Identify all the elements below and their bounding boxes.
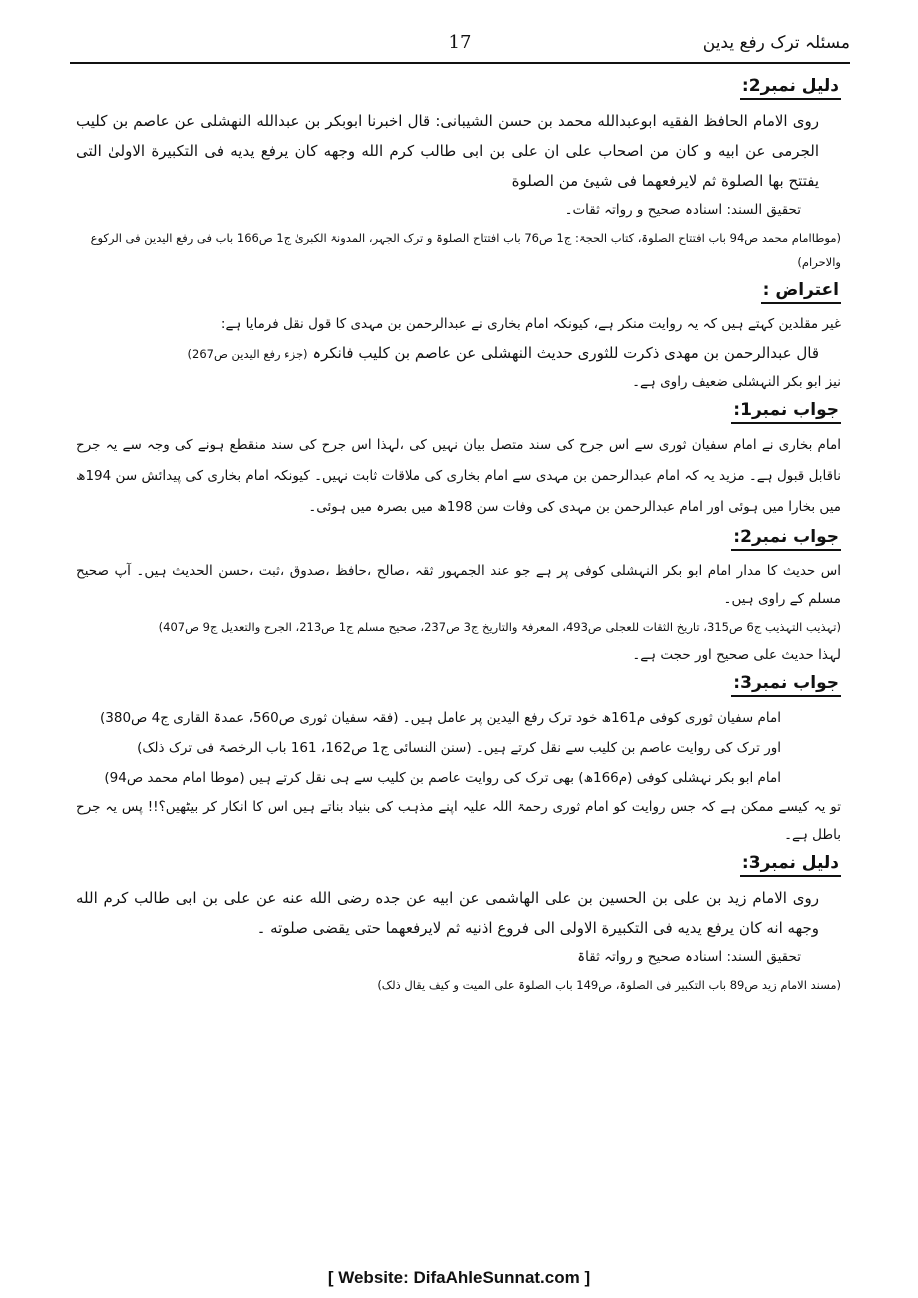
answer-1-text: امام بخاری نے امام سفیان ثوری سے اس جرح کی سند متصل بیان نہیں کی ،لہذا اس جرح کی سند منقطع ہونے کی وجہ سے یہ جرح ناقابل قبول ہے۔ مزید یہ کہ امام عبدالرحمن بن مہدی سے امام بخاری کی ملاقات ثابت نہیں۔ کیونکہ امام بخاری کی پیدائش سن 194ھ میں بخارا میں ہوئی اور امام عبدالرحمن بن مہدی کی وفات سن 198ھ میں بصرہ میں ہوئی۔ [76, 437, 841, 515]
answer-3-heading: جواب نمبر3: [731, 673, 841, 697]
objection-arabic-reference: (جزء رفع الیدین ص267) [187, 347, 308, 361]
header-divider [70, 62, 850, 64]
answer-2-reference: (تہذیب التہذیب ج6 ص315، تاریخ الثقات للعجلی ص493، المعرفۃ والتاریخ ج3 ص237، صحیح مسلم ج1 ص213، الجرح والتعدیل ج9 ص407) [158, 620, 841, 634]
objection-arabic-text: قال عبدالرحمن بن مهدی ذکرت للثوری حدیث النهشلی عن عاصم بن کلیب فانکرہ [312, 344, 819, 362]
dalil-2-reference: (موطاامام محمد ص94 باب افتتاح الصلوۃ، کتاب الحجۃ: ج1 ص76 باب افتتاح الصلوۃ و ترک الجہر، المدونۃ الکبریٰ ج1 ص166 باب فی رفع الیدین فی الرکوع والاحرام) [90, 231, 841, 269]
page-body [76, 72, 841, 999]
answer-3-item: امام ابو بکر نہشلی کوفی (م166ھ) بھی ترک کی روایت عاصم بن کلیب سے ہی نقل کرتے ہیں (موطا امام محمد ص94) [104, 770, 781, 786]
dalil-2-tahqiq: تحقیق السند: اسنادہ صحیح و رواتہ ثقات۔ [564, 202, 801, 218]
answer-2-heading: جواب نمبر2: [731, 527, 841, 551]
answer-1-heading: جواب نمبر1: [731, 400, 841, 424]
objection-arabic-quote [76, 338, 841, 368]
dalil-2-heading: دلیل نمبر2: [740, 76, 841, 100]
dalil-2-arabic-text: روی الامام الحافظ الفقیه ابوعبدالله محمد بن حسن الشیبانی: قال اخبرنا ابوبکر بن عبدالله النهشلی عن عاصم بن کلیب الجرمی عن ابیه و کان من اصحاب علی ان علی بن ابی طالب کرم الله وجهه کان یرفع یدیه فی التکبیرة الاولیٰ التی یفتتح بها الصلوة ثم لایرفعهما فی شیئ من الصلوة [76, 112, 819, 190]
answer-3-conclusion: تو یہ کیسے ممکن ہے کہ جس روایت کو امام ثوری رحمۃ اللہ علیہ اپنے مذہب کی بنیاد بناتے ہیں اس کا انکار کر بیٹھیں؟!! پس یہ جرح باطل ہے۔ [76, 799, 841, 843]
answer-3-item: اور ترک کی روایت عاصم بن کلیب سے نقل کرتے ہیں۔ (سنن النسائی ج1 ص162، 161 باب الرخصۃ فی ترک ذلک) [137, 740, 781, 756]
page-number: 17 [448, 32, 472, 53]
objection-narrator-note: نیز ابو بکر النہشلی ضعیف راوی ہے۔ [632, 374, 841, 390]
dalil-3-tahqiq: تحقیق السند: اسنادہ صحیح و رواتہ ثقاۃ [577, 949, 801, 965]
answer-3-item: امام سفیان ثوری کوفی م161ھ خود ترک رفع الیدین پر عامل ہیں۔ (فقہ سفیان ثوری ص560، عمدۃ القاری ج4 ص380) [99, 710, 781, 726]
page-header [70, 30, 850, 62]
answer-2-text: اس حدیث کا مدار امام ابو بکر النہشلی کوفی پر ہے جو عند الجمہور ثقہ ،صالح ،حافظ ،صدوق ،ثبت ،حسن الحدیث ہیں۔ آپ صحیح مسلم کے راوی ہیں۔ [76, 563, 841, 607]
dalil-3-heading: دلیل نمبر3: [740, 853, 841, 877]
website-footer: [ Website: DifaAhleSunnat.com ] [327, 1268, 591, 1287]
objection-text: غیر مقلدین کہتے ہیں کہ یہ روایت منکر ہے، کیونکہ امام بخاری نے عبدالرحمن بن مہدی کا قول نقل فرمایا ہے: [220, 316, 841, 332]
dalil-3-arabic-text: روی الامام زید بن علی بن الحسین بن علی الهاشمی عن ابیه عن جده رضی الله عنه عن علی بن ابی طالب کرم الله وجهه انه کان یرفع یدیه فی التکبیرة الاولی الی فروع اذنیه ثم لایرفعهما حتی یقضی صلوته ۔ [76, 889, 819, 937]
objection-heading: اعتراض : [761, 280, 841, 304]
answer-2-conclusion: لہذا حدیث علی صحیح اور حجت ہے۔ [632, 647, 841, 663]
dalil-3-reference: (مسند الامام زید ص89 باب التکبیر فی الصلوۃ، ص149 باب الصلوۃ علی المیت و کیف یقال ذلک) [377, 978, 841, 992]
book-title: مسئلہ ترک رفع یدین [702, 33, 850, 53]
